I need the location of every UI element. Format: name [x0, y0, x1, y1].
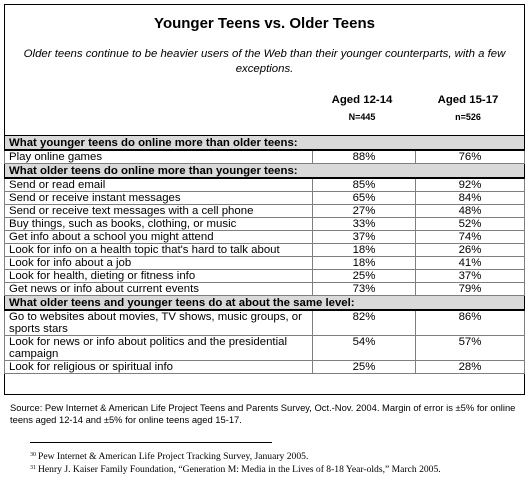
table-row: [5, 178, 525, 192]
value-aged-12-14: 37%: [313, 231, 416, 244]
value-aged-15-17: 57%: [416, 336, 525, 361]
value-aged-15-17: 26%: [416, 244, 525, 257]
value-aged-12-14: 25%: [313, 270, 416, 283]
value-aged-15-17: 84%: [416, 192, 525, 205]
value-aged-12-14: 54%: [313, 336, 416, 361]
column-header-aged-12-14: [312, 94, 412, 134]
value-aged-12-14: 18%: [313, 257, 416, 270]
activity-cell: Look for info on a health topic that's hard to talk about: [5, 244, 313, 257]
value-aged-15-17: 86%: [416, 310, 525, 336]
table-row: [5, 150, 525, 164]
value-aged-12-14: 25%: [313, 361, 416, 374]
activity-cell: Go to websites about movies, TV shows, music groups, or sports stars: [5, 310, 313, 336]
activity-cell: Send or read email: [5, 178, 313, 192]
table-row: [5, 244, 525, 257]
section-header-row: [5, 164, 525, 179]
value-aged-12-14: 33%: [313, 218, 416, 231]
activity-cell: Look for health, dieting or fitness info: [5, 270, 313, 283]
footnote: [30, 464, 441, 476]
value-aged-12-14: 73%: [313, 283, 416, 296]
value-aged-15-17: 37%: [416, 270, 525, 283]
footnote-number: 30: [30, 452, 36, 458]
table-row: [5, 231, 525, 244]
column-sample-size: N=445: [348, 112, 376, 122]
value-aged-15-17: 52%: [416, 218, 525, 231]
activity-cell: Look for info about a job: [5, 257, 313, 270]
value-aged-15-17: 79%: [416, 283, 525, 296]
value-aged-15-17: 74%: [416, 231, 525, 244]
footnote: [30, 451, 308, 463]
table-row: [5, 336, 525, 361]
value-aged-12-14: 85%: [313, 178, 416, 192]
footnote-text: Henry J. Kaiser Family Foundation, “Generation M: Media in the Lives of 8-18 Year-olds,” March 2005.: [38, 464, 441, 475]
table-row: [5, 205, 525, 218]
activity-cell: Look for religious or spiritual info: [5, 361, 313, 374]
table-row: [5, 192, 525, 205]
table-row: [5, 283, 525, 296]
footnote-text: Pew Internet & American Life Project Tracking Survey, January 2005.: [38, 451, 309, 462]
section-heading: What younger teens do online more than older teens:: [5, 136, 525, 151]
footnote-number: 31: [30, 465, 36, 471]
source-note: Source: Pew Internet & American Life Project Teens and Parents Survey, Oct.-Nov. 2004. Margin of error is ±5% for online teens aged 12-14 and ±5% for online teens aged 15-17.: [10, 402, 516, 425]
table-subtitle: Older teens continue to be heavier users of the Web than their younger counterparts, with a few exceptions.: [23, 48, 506, 75]
title-band: [5, 5, 524, 95]
value-aged-15-17: 28%: [416, 361, 525, 374]
column-sample-size: n=526: [455, 112, 481, 122]
value-aged-15-17: 76%: [416, 150, 525, 164]
value-aged-15-17: 48%: [416, 205, 525, 218]
column-label: Aged 15-17: [437, 94, 499, 106]
activity-cell: Get news or info about current events: [5, 283, 313, 296]
value-aged-15-17: 92%: [416, 178, 525, 192]
table-row: [5, 257, 525, 270]
activity-cell: Buy things, such as books, clothing, or music: [5, 218, 313, 231]
table-row: [5, 310, 525, 336]
value-aged-12-14: 88%: [313, 150, 416, 164]
column-label: Aged 12-14: [331, 94, 393, 106]
value-aged-12-14: 18%: [313, 244, 416, 257]
section-heading: What older teens do online more than younger teens:: [5, 164, 525, 179]
activity-cell: Play online games: [5, 150, 313, 164]
section-header-row: [5, 136, 525, 151]
table-title: Younger Teens vs. Older Teens: [154, 15, 375, 32]
value-aged-12-14: 82%: [313, 310, 416, 336]
activity-cell: Get info about a school you might attend: [5, 231, 313, 244]
table-row: [5, 218, 525, 231]
column-header-aged-15-17: [415, 94, 521, 134]
activity-cell: Send or receive instant messages: [5, 192, 313, 205]
table-row: [5, 270, 525, 283]
data-table: [4, 135, 525, 374]
section-header-row: [5, 296, 525, 311]
activity-cell: Send or receive text messages with a cell phone: [5, 205, 313, 218]
section-heading: What older teens and younger teens do at about the same level:: [5, 296, 525, 311]
table-row: [5, 361, 525, 374]
value-aged-15-17: 41%: [416, 257, 525, 270]
activity-cell: Look for news or info about politics and the presidential campaign: [5, 336, 313, 361]
value-aged-12-14: 27%: [313, 205, 416, 218]
value-aged-12-14: 65%: [313, 192, 416, 205]
footnote-rule: [30, 442, 272, 443]
